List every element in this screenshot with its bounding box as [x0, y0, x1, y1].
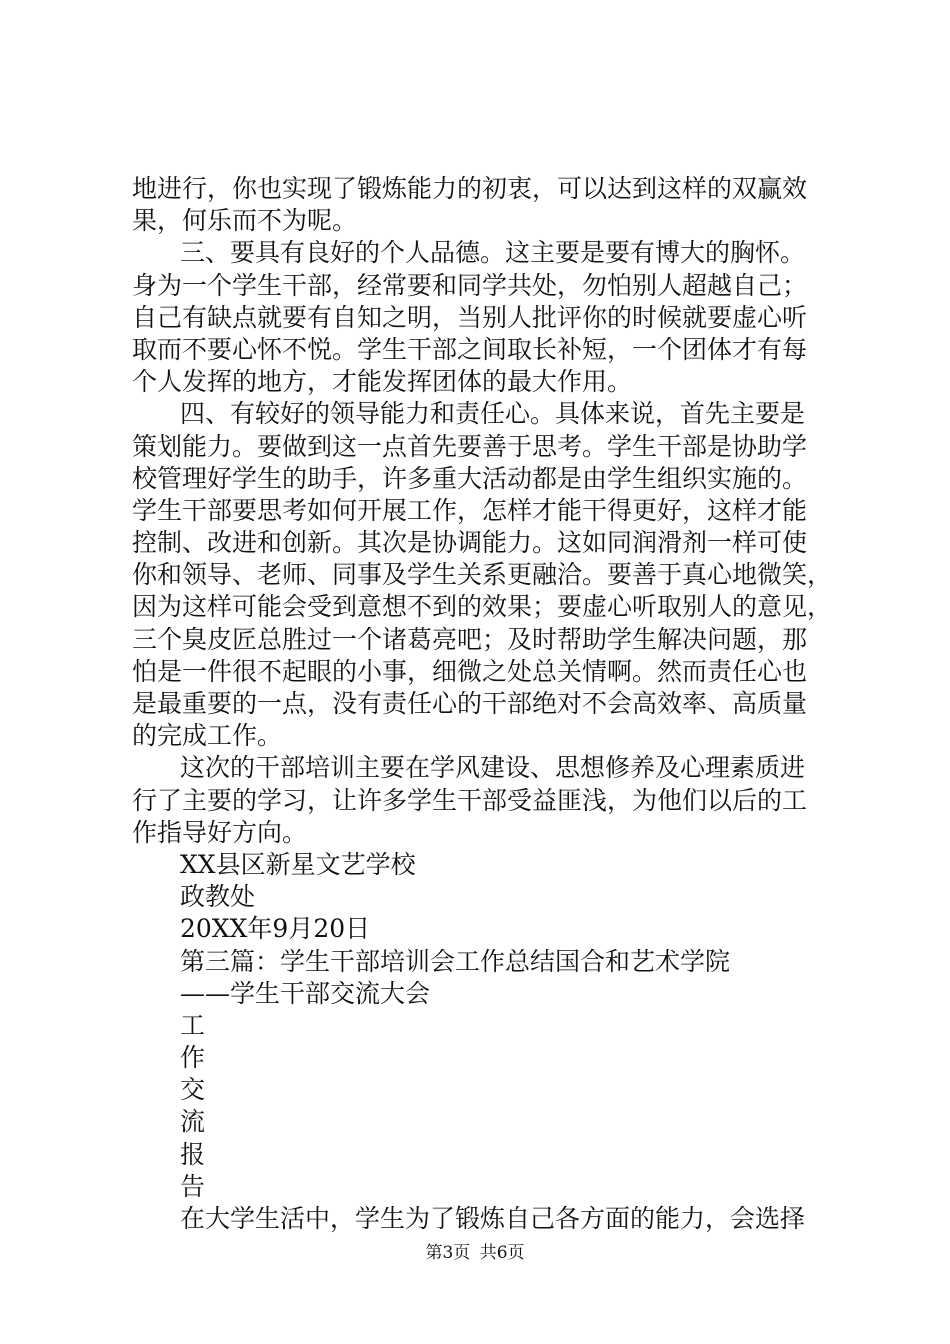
- text-line: 三个臭皮匠总胜过一个诸葛亮吧；及时帮助学生解决问题，那: [132, 624, 808, 654]
- document-date: 20XX年9月20日: [180, 914, 371, 944]
- text-line: 三、要具有良好的个人品德。这主要是要有博大的胸怀。: [180, 238, 806, 268]
- page-footer: [0, 1238, 950, 1263]
- text-line: 身为一个学生干部，经常要和同学共处，勿怕别人超越自己；: [132, 270, 808, 300]
- text-line: 四、有较好的领导能力和责任心。具体来说，首先主要是: [180, 399, 806, 429]
- text-line: 的完成工作。: [132, 721, 283, 751]
- vertical-title-char: 报: [180, 1139, 206, 1169]
- text-line: 取而不要心怀不悦。学生干部之间取长补短，一个团体才有每: [132, 334, 808, 364]
- department-name: 政教处: [180, 882, 256, 912]
- vertical-title-char: 作: [180, 1043, 206, 1073]
- section-subtitle: ——学生干部交流大会: [180, 978, 431, 1008]
- page-number: 第3页: [425, 1243, 471, 1263]
- vertical-title-char: 工: [180, 1010, 206, 1040]
- vertical-title-char: 告: [180, 1171, 206, 1201]
- text-line: 学生干部要思考如何开展工作，怎样才能干得更好，这样才能: [132, 495, 808, 525]
- text-line: 策划能力。要做到这一点首先要善于思考。学生干部是协助学: [132, 431, 808, 461]
- text-line: 果，何乐而不为呢。: [132, 206, 358, 236]
- text-line: 自己有缺点就要有自知之明，当别人批评你的时候就要虚心听: [132, 302, 808, 332]
- text-line: 在大学生活中，学生为了锻炼自己各方面的能力，会选择: [180, 1204, 806, 1233]
- document-body: [132, 173, 832, 1235]
- vertical-title-char: 交: [180, 1075, 206, 1105]
- text-line: 控制、改进和创新。其次是协调能力。这如同润滑剂一样可使: [132, 528, 808, 558]
- school-name: XX县区新星文艺学校: [180, 849, 416, 879]
- text-line: 你和领导、老师、同事及学生关系更融洽。要善于真心地微笑，: [132, 560, 833, 590]
- text-line: 行了主要的学习，让许多学生干部受益匪浅，为他们以后的工: [132, 785, 808, 815]
- section-title: 第三篇：学生干部培训会工作总结国合和艺术学院: [180, 946, 731, 976]
- text-line: 这次的干部培训主要在学风建设、思想修养及心理素质进: [180, 753, 806, 783]
- text-line: 怕是一件很不起眼的小事，细微之处总关情啊。然而责任心也: [132, 656, 808, 686]
- text-line: 作指导好方向。: [132, 817, 308, 847]
- text-line: 个人发挥的地方，才能发挥团体的最大作用。: [132, 367, 633, 397]
- text-line: 地进行，你也实现了锻炼能力的初衷，可以达到这样的双赢效: [132, 174, 808, 203]
- text-line: 因为这样可能会受到意想不到的效果；要虚心听取别人的意见，: [132, 592, 833, 622]
- vertical-title-char: 流: [180, 1107, 206, 1137]
- text-line: 是最重要的一点，没有责任心的干部绝对不会高效率、高质量: [132, 689, 808, 718]
- page-total: 共6页: [479, 1243, 525, 1263]
- text-line: 校管理好学生的助手，许多重大活动都是由学生组织实施的。: [132, 463, 808, 493]
